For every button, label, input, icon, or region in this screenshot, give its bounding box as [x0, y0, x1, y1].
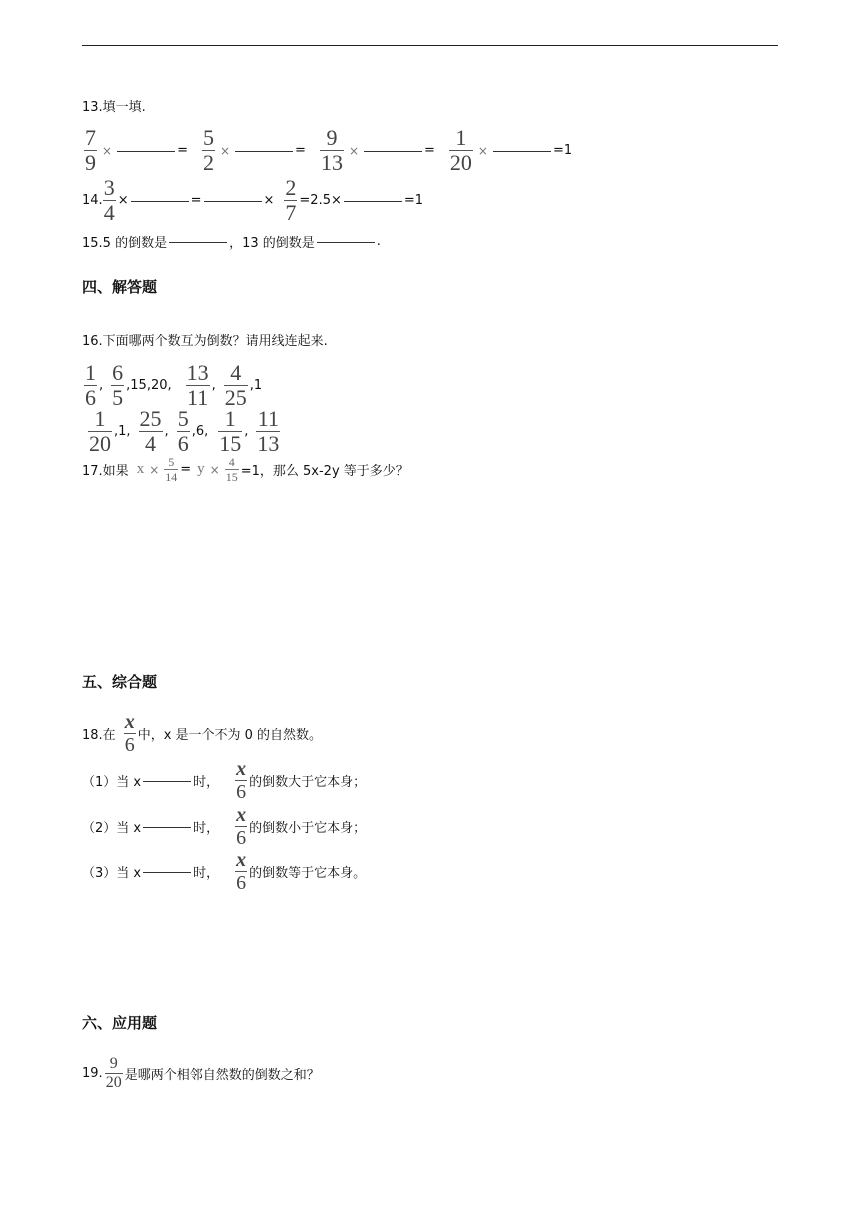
fraction-1-20: $\frac{1}{20}$ [89, 406, 111, 456]
answer-blank[interactable] [117, 150, 175, 152]
question-17 [82, 456, 409, 483]
times-sign: × [263, 193, 275, 208]
answer-blank[interactable] [131, 200, 189, 202]
times-sign: × [149, 462, 160, 477]
separator: , [244, 424, 249, 439]
times-sign: × [102, 143, 113, 158]
answer-blank[interactable] [143, 826, 191, 828]
fraction-4-25: $\frac{4}{25}$ [224, 360, 247, 410]
separator: , [211, 378, 216, 393]
answer-blank[interactable] [317, 241, 375, 243]
q15-text-c: . [376, 234, 381, 249]
answer-blank[interactable] [235, 150, 293, 152]
part-3-text-c: 的倒数等于它本身。 [249, 866, 367, 881]
q17-prefix: 17.如果 [82, 464, 129, 479]
part-2-text-c: 的倒数小于它本身； [249, 821, 367, 836]
fraction-11-13: $\frac{11}{13}$ [257, 406, 280, 456]
answer-blank[interactable] [364, 150, 422, 152]
variable-y: y [197, 461, 205, 477]
equals-sign: = [177, 143, 188, 158]
fraction-6-5: $\frac{6}{5}$ [112, 360, 124, 410]
question-15 [82, 232, 381, 251]
fraction-3-4: $\frac{3}{4}$ [103, 175, 115, 225]
q14-number: 14. [82, 193, 103, 208]
answer-blank[interactable] [143, 871, 191, 873]
equals-one: =1 [403, 193, 424, 208]
part-2-text-a: （2）当 x [82, 821, 142, 836]
fraction-7-9: $\frac{7}{9}$ [85, 125, 96, 175]
fraction-9-13: $\frac{9}{13}$ [320, 125, 343, 175]
part-3-text-a: （3）当 x [82, 866, 142, 881]
fraction-5-14: $\frac{5}{14}$ [165, 455, 178, 484]
q17-suffix: =1，那么 5x-2y 等于多少？ [240, 464, 409, 479]
part-3-text-b: 时， [193, 866, 220, 881]
fraction-x-6: $\frac{x}{6}$ [236, 758, 247, 803]
answer-blank[interactable] [204, 200, 262, 202]
times-sign: × [477, 143, 488, 158]
times-sign: × [219, 143, 231, 158]
q16-label-text: 16.下面哪两个数互为倒数？请用线连起来. [82, 334, 328, 349]
question-18 [82, 712, 322, 755]
q15-text-b: ，13 的倒数是 [229, 236, 315, 251]
separator: ,6, [191, 424, 209, 439]
separator: ,15,20, [126, 378, 172, 393]
part-1-text-b: 时， [193, 775, 220, 790]
separator: , [99, 378, 104, 393]
fraction-1-6: $\frac{1}{6}$ [85, 360, 96, 410]
equals-2-5-times: =2.5× [299, 193, 342, 208]
times-sign: × [209, 462, 220, 477]
question-19 [82, 1056, 320, 1091]
q13-label-text: 13.填一填. [82, 100, 146, 115]
q15-text-a: 15.5 的倒数是 [82, 236, 168, 251]
times-sign: × [348, 143, 359, 158]
fraction-x-6: $\frac{x}{6}$ [236, 849, 247, 894]
separator: ,1 [249, 378, 263, 393]
question-13-label [82, 96, 146, 115]
q19-suffix: 是哪两个相邻自然数的倒数之和？ [124, 1068, 320, 1083]
fraction-5-2: $\frac{5}{2}$ [202, 125, 214, 175]
section-5-heading: 五、综合题 [82, 673, 158, 691]
answer-blank[interactable] [344, 200, 402, 202]
fraction-2-7: $\frac{2}{7}$ [285, 175, 297, 225]
fraction-13-11: $\frac{13}{11}$ [186, 360, 209, 410]
section-4-heading: 四、解答题 [82, 278, 158, 296]
separator: ,1, [114, 424, 131, 439]
header-rule [82, 45, 778, 46]
equals-sign: = [424, 143, 435, 158]
part-2-text-b: 时， [193, 821, 220, 836]
part-1-text-a: （1）当 x [82, 775, 142, 790]
equals-sign: = [190, 193, 202, 208]
separator: , [164, 424, 169, 439]
question-13-equation [82, 127, 572, 174]
times-sign: × [117, 193, 129, 208]
question-18-part-2 [82, 805, 366, 848]
q18-prefix: 18.在 [82, 728, 116, 743]
equals-sign: = [180, 462, 192, 477]
section-6-heading: 六、应用题 [82, 1014, 158, 1032]
fraction-5-6: $\frac{5}{6}$ [177, 406, 189, 456]
q18-suffix: 中，x 是一个不为 0 的自然数。 [137, 728, 323, 743]
answer-blank[interactable] [169, 241, 227, 243]
fraction-1-20: $\frac{1}{20}$ [449, 125, 472, 175]
fraction-x-6: $\frac{x}{6}$ [124, 711, 135, 756]
q19-prefix: 19. [82, 1066, 103, 1081]
answer-blank[interactable] [143, 780, 191, 782]
fraction-9-20: $\frac{9}{20}$ [105, 1055, 122, 1091]
question-14 [82, 177, 423, 224]
fraction-25-4: $\frac{25}{4}$ [139, 406, 162, 456]
question-16-row-2 [82, 408, 282, 455]
fraction-1-15: $\frac{1}{15}$ [219, 406, 242, 456]
question-16-row-1 [82, 362, 262, 409]
question-18-part-3 [82, 850, 366, 893]
equals-one: =1 [552, 143, 573, 158]
question-18-part-1 [82, 759, 366, 802]
fraction-4-15: $\frac{4}{15}$ [225, 455, 238, 484]
fraction-x-6: $\frac{x}{6}$ [236, 804, 247, 849]
part-1-text-c: 的倒数大于它本身； [249, 775, 367, 790]
equals-sign: = [295, 143, 306, 158]
answer-blank[interactable] [493, 150, 551, 152]
variable-x: x [136, 461, 145, 477]
question-16-label [82, 330, 328, 349]
